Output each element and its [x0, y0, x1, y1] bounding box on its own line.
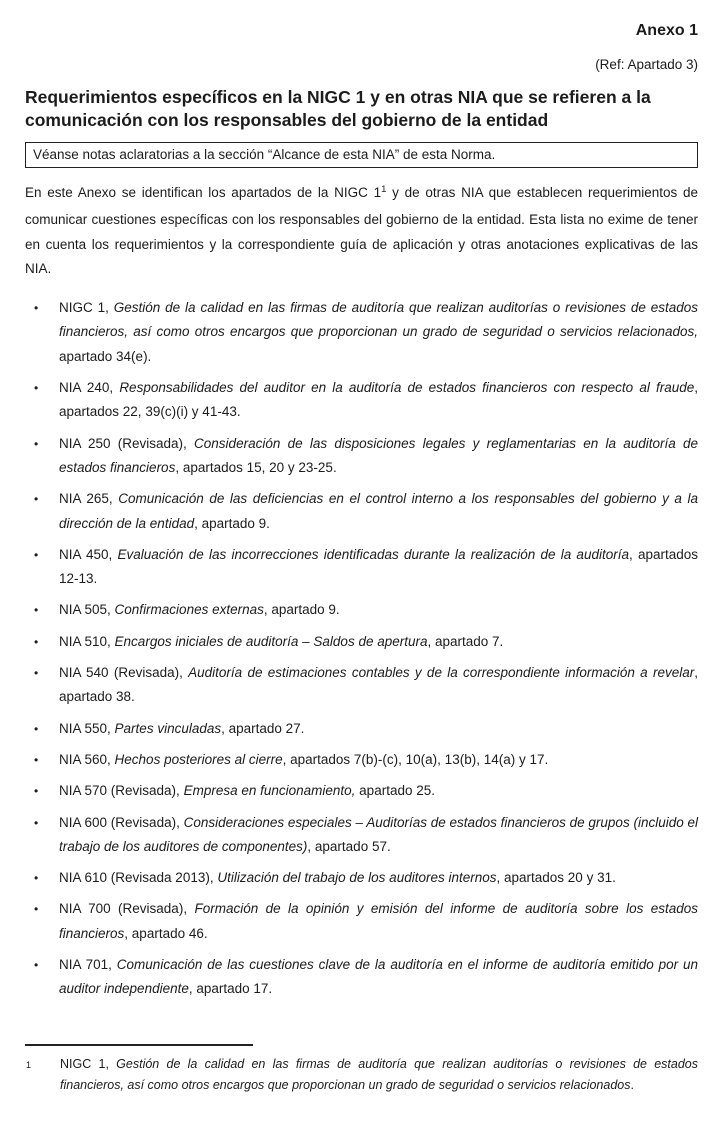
- list-item: [25, 376, 698, 425]
- list-item-text: [59, 661, 698, 710]
- standard-paragraphs: apartado 34(e).: [59, 348, 152, 364]
- footnote-standard-ref: NIGC 1,: [60, 1057, 117, 1071]
- standard-paragraphs: , apartado 57.: [307, 838, 391, 854]
- standard-ref: NIA 265,: [59, 491, 119, 507]
- standard-ref: NIA 505,: [59, 602, 115, 618]
- list-item: [25, 953, 698, 1002]
- standard-title: Confirmaciones externas: [114, 602, 264, 618]
- list-item: [25, 543, 698, 592]
- standard-title: Responsabilidades del auditor en la auditoría de estados financieros con respecto al fraude: [119, 380, 695, 396]
- standard-title: Gestión de la calidad en las firmas de auditoría que realizan auditorías o revisiones de estados financieros, así como otros encargos que proporcionan un grado de seguridad o servicios relacionados,: [59, 300, 698, 340]
- standard-title: Auditoría de estimaciones contables y de la correspondiente información a revelar: [188, 665, 695, 681]
- list-item: [25, 296, 698, 369]
- standard-ref: NIA 570 (Revisada),: [59, 783, 184, 799]
- list-item-text: [59, 866, 698, 890]
- standard-title: Partes vinculadas: [114, 720, 222, 736]
- list-item: [25, 487, 698, 536]
- standard-ref: NIA 560,: [59, 751, 115, 767]
- standard-ref: NIA 540 (Revisada),: [59, 665, 189, 681]
- footnote-separator: [25, 1044, 253, 1046]
- bullet-icon: •: [34, 871, 39, 886]
- list-item-text: [59, 543, 698, 592]
- standard-ref: NIA 610 (Revisada 2013),: [59, 870, 218, 886]
- list-item: [25, 598, 698, 622]
- standard-paragraphs: , apartado 46.: [124, 925, 208, 941]
- standard-ref: NIA 450,: [59, 546, 118, 562]
- standard-title: Utilización del trabajo de los auditores internos: [217, 870, 497, 886]
- reference-label: (Ref: Apartado 3): [595, 57, 698, 72]
- footnote-block: [25, 1044, 698, 1096]
- list-item: [25, 779, 698, 803]
- standard-paragraphs: , apartados 22, 39(c)(i) y 41-43.: [59, 380, 698, 420]
- bullet-icon: •: [34, 902, 39, 917]
- standard-title: Encargos iniciales de auditoría – Saldos de apertura: [114, 633, 428, 649]
- list-item: [25, 717, 698, 741]
- standard-ref: NIA 510,: [59, 633, 115, 649]
- standard-paragraphs: , apartado 9.: [263, 602, 340, 618]
- intro-text-after-footnote-ref: y de otras NIA que establecen requerimientos de comunicar cuestiones específicas con los responsables del gobierno de la entidad. Esta lista no exime de tener en cuenta los requerimientos y la correspondiente guía de aplicación y otras anotaciones explicativas de las NIA.: [25, 185, 698, 277]
- list-item: [25, 811, 698, 860]
- bullet-icon: •: [34, 603, 39, 618]
- standard-ref: NIGC 1,: [59, 300, 114, 316]
- list-item-text: [59, 432, 698, 481]
- standard-title: Empresa en funcionamiento,: [183, 783, 356, 799]
- standard-paragraphs: apartado 25.: [355, 783, 435, 799]
- list-item: [25, 432, 698, 481]
- standard-ref: NIA 701,: [59, 957, 117, 973]
- bullet-icon: •: [34, 666, 39, 681]
- footnote-marker: 1: [26, 1060, 32, 1070]
- standard-paragraphs: , apartado 17.: [188, 981, 273, 997]
- standard-paragraphs: , apartado 9.: [194, 515, 270, 531]
- page-title: Requerimientos específicos en la NIGC 1 y en otras NIA que se refieren a la comunicación con los responsables del gobierno de la entidad: [25, 87, 651, 130]
- standard-ref: NIA 240,: [59, 380, 120, 396]
- bullet-icon: •: [34, 436, 39, 451]
- standard-paragraphs: , apartados 12-13.: [59, 546, 698, 587]
- bullet-icon: •: [34, 634, 39, 649]
- bullet-icon: •: [34, 381, 39, 396]
- list-item-text: [59, 748, 698, 772]
- standard-title: Hechos posteriores al cierre: [114, 751, 283, 767]
- standard-title: Consideración de las disposiciones legales y reglamentarias en la auditoría de estados financieros: [59, 435, 699, 475]
- standard-ref: NIA 600 (Revisada),: [59, 814, 184, 830]
- list-item-text: [59, 630, 698, 654]
- standard-title: Consideraciones especiales – Auditorías de estados financieros de grupos (incluido el trabajo de los auditores de componentes): [59, 814, 698, 854]
- bullet-icon: •: [34, 301, 39, 316]
- standard-paragraphs: , apartados 20 y 31.: [496, 870, 616, 886]
- standard-paragraphs: , apartados 15, 20 y 23-25.: [175, 459, 337, 475]
- standard-paragraphs: , apartado 27.: [221, 720, 305, 736]
- standard-paragraphs: , apartado 7.: [427, 633, 504, 649]
- standard-title: Formación de la opinión y emisión del informe de auditoría sobre los estados financieros: [59, 901, 698, 941]
- standard-title: Evaluación de las incorrecciones identificadas durante la realización de la auditoría: [117, 546, 629, 562]
- list-item: [25, 661, 698, 710]
- footnote-suffix: .: [630, 1078, 634, 1092]
- bullet-icon: •: [34, 492, 39, 507]
- footnote-text: [60, 1054, 698, 1096]
- bullet-icon: •: [34, 815, 39, 830]
- standard-title: Comunicación de las deficiencias en el control interno a los responsables del gobierno y a la dirección de la entidad: [59, 491, 698, 531]
- standard-ref: NIA 250 (Revisada),: [59, 435, 195, 451]
- annex-label: Anexo 1: [635, 22, 698, 39]
- standard-ref: NIA 700 (Revisada),: [59, 901, 195, 917]
- list-item-text: [59, 897, 698, 946]
- requirements-list: [25, 296, 698, 1001]
- bullet-icon: •: [34, 547, 39, 562]
- standard-paragraphs: , apartados 7(b)-(c), 10(a), 13(b), 14(a) y 17.: [282, 751, 549, 767]
- list-item: [25, 897, 698, 946]
- list-item-text: [59, 296, 698, 369]
- intro-text-before-footnote-ref: En este Anexo se identifican los apartados de la NIGC 1: [25, 185, 382, 200]
- bullet-icon: •: [34, 784, 39, 799]
- list-item: [25, 866, 698, 890]
- standard-ref: NIA 550,: [59, 720, 115, 736]
- standard-paragraphs: , apartado 38.: [59, 665, 698, 705]
- intro-paragraph: [25, 181, 698, 282]
- list-item-text: [59, 717, 698, 741]
- list-item: [25, 748, 698, 772]
- list-item-text: [59, 953, 698, 1002]
- bullet-icon: •: [34, 958, 39, 973]
- list-item-text: [59, 487, 698, 536]
- footnote-reference: 1: [381, 184, 387, 195]
- bullet-icon: •: [34, 752, 39, 767]
- list-item-text: [59, 598, 698, 622]
- list-item: [25, 630, 698, 654]
- list-item-text: [59, 779, 698, 803]
- bullet-icon: •: [34, 721, 39, 736]
- list-item-text: [59, 811, 698, 860]
- standard-title: Comunicación de las cuestiones clave de la auditoría en el informe de auditoría emitido por un auditor independiente: [59, 957, 698, 997]
- note-box: Véanse notas aclaratorias a la sección “Alcance de esta NIA” de esta Norma.: [25, 142, 698, 168]
- footnote-standard-title: Gestión de la calidad en las firmas de auditoría que realizan auditorías o revisiones de estados financieros, así como otros encargos que proporcionan un grado de seguridad o servicios relacionados: [60, 1057, 699, 1092]
- list-item-text: [59, 376, 698, 425]
